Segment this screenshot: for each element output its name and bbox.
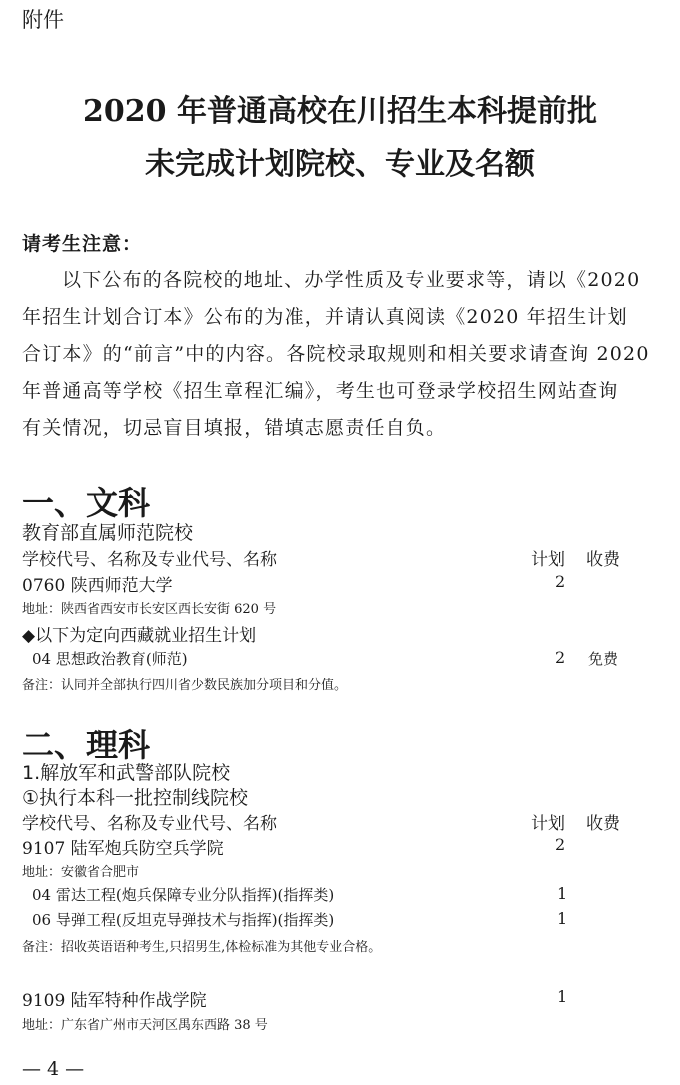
subcategory-title: ①执行本科一批控制线院校 [22, 787, 249, 809]
notice-line: 年招生计划合订本》公布的为准，并请认真阅读《2020 年招生计划 [22, 306, 628, 328]
notice-line: 以下公布的各院校的地址、办学性质及专业要求等，请以《2020 [62, 269, 641, 291]
school-address: 地址：安徽省合肥市 [22, 865, 140, 880]
school-code-name: 0760 陕西师范大学 [22, 576, 173, 596]
major-fee: 免费 [588, 650, 619, 668]
notice-line: 年普通高等学校《招生章程汇编》，考生也可登录学校招生网站查询 [22, 380, 619, 402]
column-header-plan: 计划 [531, 814, 565, 834]
major-plan: 1 [557, 909, 568, 928]
major-name: 06 导弹工程(反坦克导弹技术与指挥)(指挥类) [32, 911, 335, 929]
school-code-name: 9109 陆军特种作战学院 [22, 991, 207, 1011]
major-name: 04 雷达工程(炮兵保障专业分队指挥)(指挥类) [32, 886, 335, 904]
school-plan: 1 [557, 987, 568, 1006]
school-code-name: 9107 陆军炮兵防空兵学院 [22, 839, 224, 859]
section-title-wenke: 一、文科 [22, 484, 151, 522]
school-address: 地址：陕西省西安市长安区西长安街 620 号 [22, 602, 277, 617]
major-name: 04 思想政治教育(师范) [32, 650, 188, 668]
column-header-fee: 收费 [586, 814, 620, 834]
notice-line: 有关情况，切忌盲目填报，错填志愿责任自负。 [22, 417, 447, 439]
plan-note: ◆以下为定向西藏就业招生计划 [22, 626, 257, 646]
attachment-label: 附件 [22, 8, 64, 32]
school-plan: 2 [555, 572, 566, 591]
remark: 备注：认同并全部执行四川省少数民族加分项目和分值。 [22, 678, 348, 693]
section-title-like: 二、理科 [22, 726, 151, 764]
school-address: 地址：广东省广州市天河区禺东西路 38 号 [22, 1018, 268, 1033]
page-number: — 4 — [22, 1058, 85, 1080]
column-header-fee: 收费 [586, 550, 620, 570]
major-plan: 2 [555, 648, 566, 667]
column-header-school: 学校代号、名称及专业代号、名称 [22, 814, 277, 834]
major-plan: 1 [557, 884, 568, 903]
notice-heading: 请考生注意： [22, 233, 143, 255]
school-plan: 2 [555, 835, 566, 854]
column-header-plan: 计划 [531, 550, 565, 570]
category-title: 教育部直属师范院校 [22, 522, 194, 544]
column-header-school: 学校代号、名称及专业代号、名称 [22, 550, 277, 570]
doc-title-line1: 2020 年普通高校在川招生本科提前批 [83, 94, 597, 129]
remark: 备注：招收英语语种考生,只招男生,体检标准为其他专业合格。 [22, 940, 382, 955]
doc-title-line2: 未完成计划院校、专业及名额 [145, 147, 535, 182]
category-title: 1.解放军和武警部队院校 [22, 762, 231, 784]
notice-line: 合订本》的“前言”中的内容。各院校录取规则和相关要求请查询 2020 [22, 343, 650, 365]
